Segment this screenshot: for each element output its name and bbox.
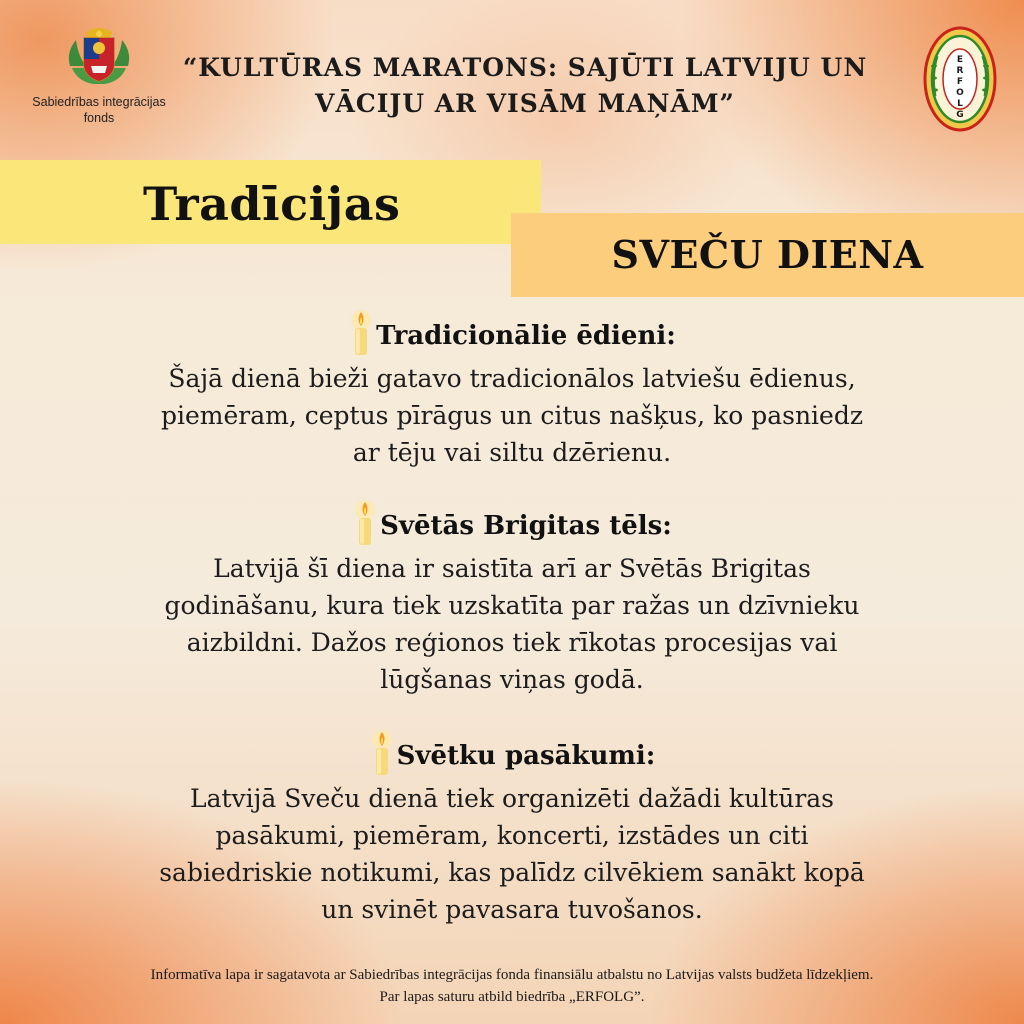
body-line: un svinēt pavasara tuvošanos. (321, 895, 703, 924)
candle-icon (352, 500, 378, 546)
svg-text:L: L (957, 99, 963, 109)
svg-text:G: G (956, 110, 964, 120)
body-line: pasākumi, piemēram, koncerti, izstādes un citi (215, 821, 809, 850)
candle-icon (369, 730, 395, 776)
body-line: lūgšanas viņas godā. (380, 665, 644, 694)
body-line: Šajā dienā bieži gatavo tradicionālos latviešu ēdienus, (168, 364, 856, 393)
section-title: Tradicionālie ēdieni: (376, 321, 676, 351)
section-title: Svētku pasākumi: (396, 741, 656, 771)
category-label: Tradīcijas (143, 177, 401, 231)
header-title-line2: VĀCIJU AR VISĀM MAŅĀM” (315, 89, 735, 118)
org-name-line1: Sabiedrības integrācijas (32, 95, 166, 109)
topic-label: SVEČU DIENA (611, 232, 924, 277)
svg-text:F: F (956, 77, 964, 87)
candle-icon (348, 310, 374, 356)
footer-line2: Par lapas saturu atbild biedrība „ERFOLG”. (379, 989, 645, 1005)
org-name-line2: fonds (83, 111, 115, 125)
header-title-line1: “KULTŪRAS MARATONS: SAJŪTI LATVIJU UN (182, 53, 868, 82)
body-line: sabiedriskie notikumi, kas palīdz cilvēkiem sanākt kopā (159, 858, 865, 887)
section-heading (90, 730, 934, 776)
footer-line1: Informatīva lapa ir sagatavota ar Sabiedrības integrācijas fonda finansiālu atbalstu no Latvijas valsts budžeta līdzekļiem. (150, 967, 874, 983)
body-line: Latvijā Sveču dienā tiek organizēti dažādi kultūras (189, 784, 835, 813)
section-saint-brigid (90, 500, 934, 698)
section-body (90, 780, 934, 928)
section-traditional-food (90, 310, 934, 471)
svg-text:R: R (956, 66, 964, 76)
section-body (90, 550, 934, 698)
section-heading (90, 310, 934, 356)
section-holiday-events (90, 730, 934, 928)
body-line: Latvijā šī diena ir saistīta arī ar Svētās Brigitas (213, 554, 811, 583)
section-title: Svētās Brigitas tēls: (380, 511, 672, 541)
svg-text:O: O (956, 88, 964, 98)
body-line: aizbildni. Dažos reģionos tiek rīkotas procesijas vai (186, 628, 838, 657)
svg-text:E: E (956, 55, 964, 65)
funding-footer (0, 964, 1024, 1008)
erfolg-society-seal-icon (923, 26, 997, 132)
section-body (90, 360, 934, 471)
body-line: ar tēju vai siltu dzērienu. (352, 438, 672, 467)
body-line: piemēram, ceptus pīrāgus un citus našķus, ko pasniedz (160, 401, 864, 430)
latvia-coat-of-arms-icon (64, 26, 134, 90)
section-heading (90, 500, 934, 546)
header-title (150, 50, 900, 122)
body-line: godināšanu, kura tiek uzskatīta par ražas un dzīvnieku (164, 591, 860, 620)
